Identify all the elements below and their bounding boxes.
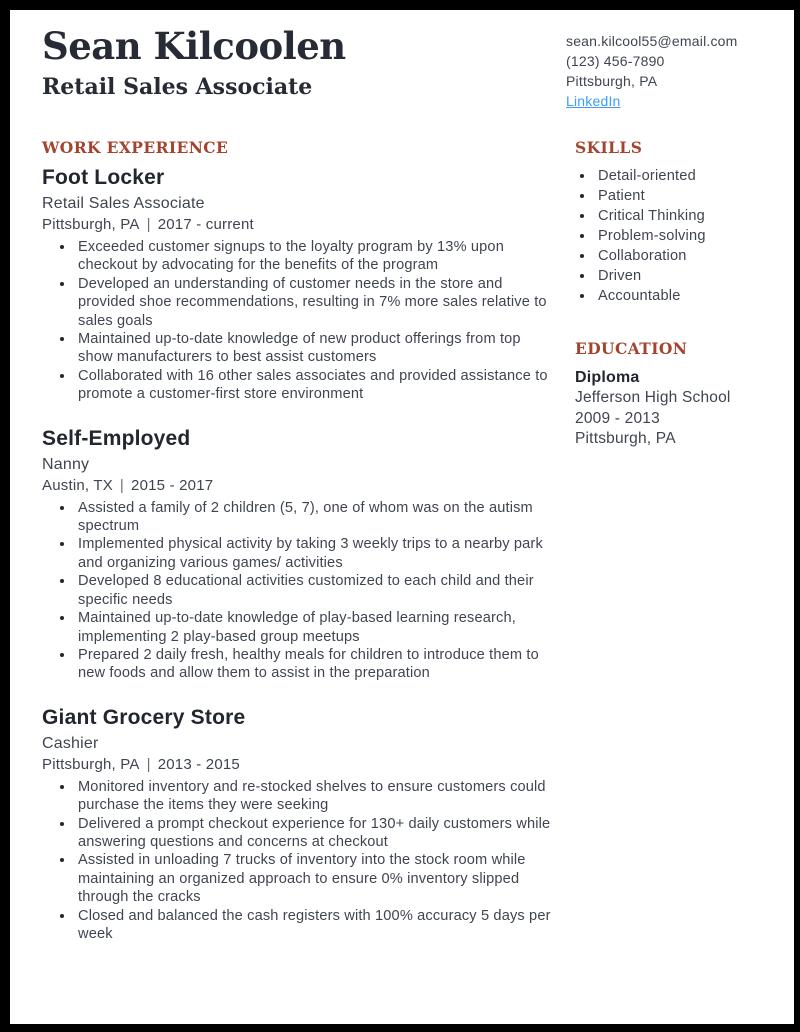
education-location: Pittsburgh, PA — [575, 430, 676, 447]
job-location: Pittsburgh, PA — [42, 755, 140, 773]
job-meta — [42, 756, 555, 773]
resume-columns — [42, 138, 756, 943]
skill-item: • Patient — [595, 186, 756, 206]
job-bullet: • Delivered a prompt checkout experience for 130+ daily customers while answering questions and concerns at checkout — [75, 815, 555, 852]
job-role: Retail Sales Associate — [42, 195, 205, 212]
job-company: Self-Employed — [42, 426, 191, 450]
linkedin-link[interactable]: LinkedIn — [566, 93, 621, 109]
education-school: Jefferson High School — [575, 389, 731, 406]
job-bullet: • Monitored inventory and re-stocked shelves to ensure customers could purchase the items they were seeking — [75, 778, 555, 815]
job-company: Giant Grocery Store — [42, 705, 246, 729]
job-bullet: • Closed and balanced the cash registers with 100% accuracy 5 days per week — [75, 907, 555, 944]
job-bullet: • Maintained up-to-date knowledge of new product offerings from top show manufacturers to best assist customers — [75, 330, 555, 367]
skills-list — [575, 166, 756, 306]
job-entry — [42, 706, 555, 944]
job-dates: 2013 - 2015 — [157, 755, 240, 773]
contact-email: sean.kilcool55@email.com — [566, 33, 738, 49]
sidebar-column — [575, 138, 756, 943]
skill-item: • Problem-solving — [595, 226, 756, 246]
section-heading-work-experience: WORK EXPERIENCE — [42, 138, 229, 157]
job-entry — [42, 427, 555, 683]
contact-phone: (123) 456-7890 — [566, 53, 665, 69]
job-dates: 2015 - 2017 — [131, 476, 214, 494]
job-bullet-list — [42, 238, 555, 404]
education-degree: Diploma — [575, 369, 640, 386]
education-dates: 2009 - 2013 — [575, 409, 660, 427]
skill-item: • Detail-oriented — [595, 166, 756, 186]
job-bullet: • Developed an understanding of customer needs in the store and provided shoe recommendations, resulting in 7% more sales relative to sales goals — [75, 275, 555, 330]
skill-item: • Driven — [595, 266, 756, 286]
job-bullet-list — [42, 778, 555, 944]
work-experience-column — [42, 138, 555, 943]
job-meta — [42, 216, 555, 233]
contact-location: Pittsburgh, PA — [566, 73, 658, 89]
candidate-title: Retail Sales Associate — [42, 73, 313, 100]
job-bullet: • Assisted a family of 2 children (5, 7), one of whom was on the autism spectrum — [75, 499, 555, 536]
job-bullet: • Implemented physical activity by taking 3 weekly trips to a nearby park and organizing various games/ activities — [75, 535, 555, 572]
job-dates: 2017 - current — [157, 216, 254, 233]
meta-separator: | — [146, 755, 151, 773]
job-entry — [42, 166, 555, 404]
job-company: Foot Locker — [42, 166, 165, 189]
skill-item: • Accountable — [595, 286, 756, 306]
job-bullet: • Assisted in unloading 7 trucks of inventory into the stock room while maintaining an organized approach to ensure 0% inventory slipped through the cracks — [75, 851, 555, 906]
meta-separator: | — [119, 476, 125, 494]
skill-item: • Critical Thinking — [595, 206, 756, 226]
job-bullet: • Maintained up-to-date knowledge of play-based learning research, implementing 2 play-based group meetups — [75, 609, 555, 646]
resume-header — [42, 25, 756, 111]
identity-block — [42, 25, 346, 100]
job-location: Austin, TX — [42, 476, 113, 494]
resume-content — [10, 10, 794, 943]
job-bullet-list — [42, 499, 555, 683]
job-bullet: • Collaborated with 16 other sales associates and provided assistance to promote a customer-first store environment — [75, 367, 555, 404]
job-bullet: • Developed 8 educational activities customized to each child and their specific needs — [75, 572, 555, 609]
job-location: Pittsburgh, PA — [42, 216, 140, 233]
job-bullet: • Exceeded customer signups to the loyalty program by 13% upon checkout by advocating for the benefits of the program — [75, 238, 555, 275]
contact-block — [566, 25, 756, 111]
skill-item: • Collaboration — [595, 246, 756, 266]
section-heading-education: EDUCATION — [575, 339, 688, 358]
candidate-name: Sean Kilcoolen — [42, 24, 346, 68]
section-heading-skills: SKILLS — [575, 138, 643, 157]
job-role: Nanny — [42, 455, 90, 473]
meta-separator: | — [146, 216, 151, 233]
job-meta — [42, 477, 555, 494]
job-bullet: • Prepared 2 daily fresh, healthy meals for children to introduce them to new foods and allow them to assist in the preparation — [75, 646, 555, 683]
job-role: Cashier — [42, 734, 99, 752]
